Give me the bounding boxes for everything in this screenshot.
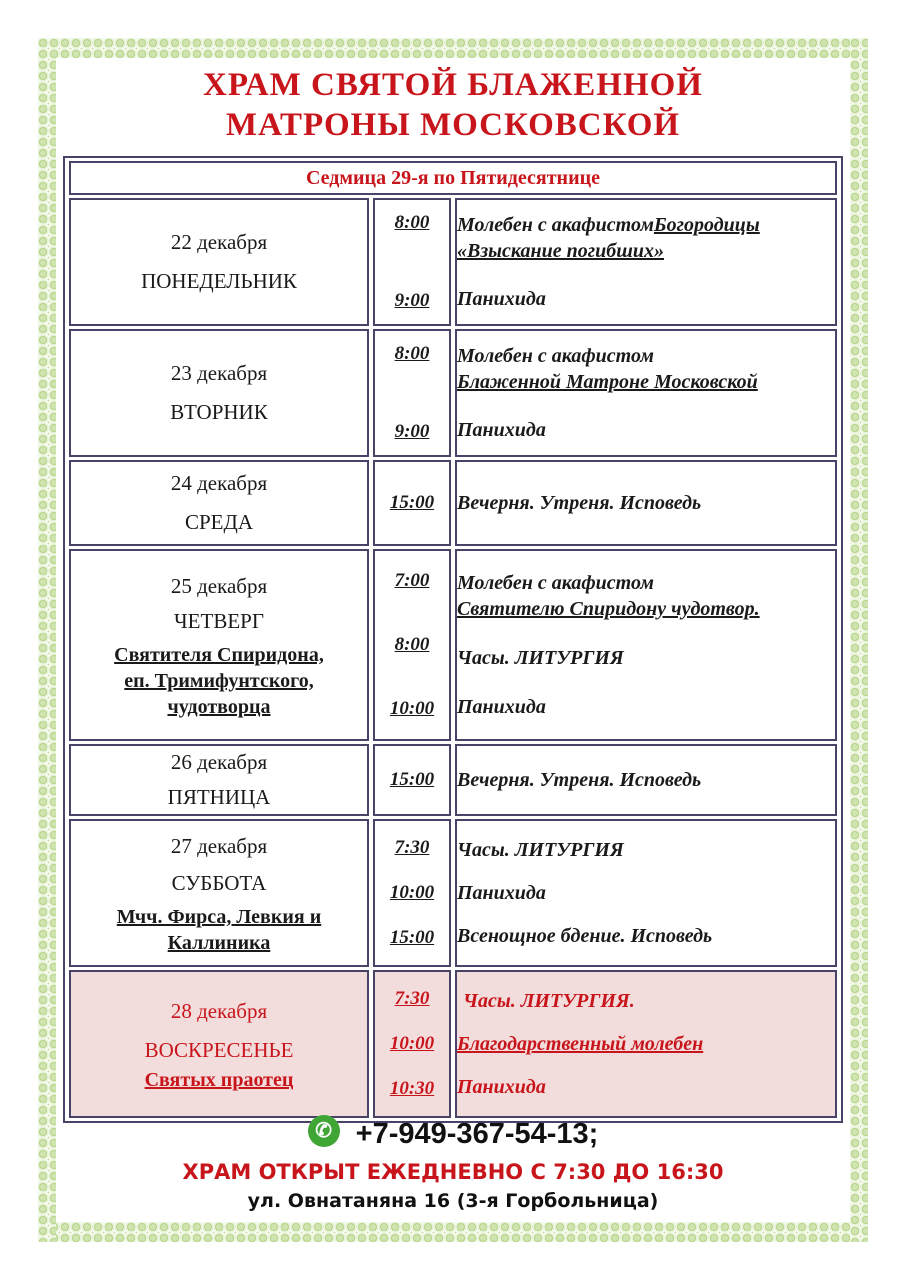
ornament-frame-left <box>38 38 56 1242</box>
service-line: Всенощное бдение. Исповедь <box>457 925 713 947</box>
phone-icon: ✆ <box>308 1115 340 1147</box>
ornament-frame-bottom <box>38 1222 868 1242</box>
feast-name: Святителя Спиридона, еп. Тримифунтского, чудотворца <box>114 644 324 718</box>
service-line: Вечерня. Утреня. Исповедь <box>457 492 702 514</box>
day-date: 25 декабря <box>170 574 268 598</box>
phone-line <box>0 1118 906 1151</box>
service-time: 15:00 <box>389 927 435 948</box>
service-line: Молебен с акафистомБогородицы <box>457 214 760 236</box>
services-cell <box>455 819 837 967</box>
phone-number[interactable]: +7-949-367-54-13; <box>355 1118 599 1150</box>
service-line: Вечерня. Утреня. Исповедь <box>457 769 702 791</box>
feast-name: Мчч. Фирса, Левкия и Каллиника <box>116 906 322 954</box>
page-title-line2: МАТРОНЫ МОСКОВСКОЙ <box>225 107 681 143</box>
day-weekday: ПЯТНИЦА <box>167 785 271 809</box>
table-row <box>69 744 837 816</box>
times-cell <box>373 744 451 816</box>
times-cell <box>373 460 451 546</box>
day-cell <box>69 198 369 326</box>
service-line: Панихида <box>457 288 546 310</box>
service-line: Святителю Спиридону чудотвор. <box>457 598 760 620</box>
ornament-frame-top <box>38 38 868 58</box>
day-cell <box>69 549 369 741</box>
day-weekday: СРЕДА <box>184 510 253 534</box>
service-time: 7:30 <box>394 837 430 858</box>
day-date: 23 декабря <box>170 361 268 385</box>
day-weekday: ПОНЕДЕЛЬНИК <box>141 269 297 293</box>
times-cell <box>373 549 451 741</box>
table-row <box>69 460 837 546</box>
service-line: Панихида <box>457 1076 546 1098</box>
day-date: 24 декабря <box>170 471 268 495</box>
service-line: Часы. ЛИТУРГИЯ <box>457 647 624 669</box>
day-date: 27 декабря <box>170 834 268 858</box>
ornament-frame-right <box>850 38 868 1242</box>
day-date: 26 декабря <box>170 750 268 774</box>
service-line: Часы. ЛИТУРГИЯ. <box>463 990 635 1012</box>
service-time: 7:30 <box>394 988 430 1009</box>
service-line: Благодарственный молебен <box>457 1033 704 1055</box>
day-cell <box>69 744 369 816</box>
open-hours: ХРАМ ОТКРЫТ ЕЖЕДНЕВНО С 7:30 ДО 16:30 <box>182 1160 724 1184</box>
service-time: 10:00 <box>389 882 435 903</box>
service-time: 10:30 <box>389 1078 435 1099</box>
day-cell <box>69 329 369 457</box>
times-cell <box>373 970 451 1118</box>
day-weekday: ЧЕТВЕРГ <box>174 609 264 633</box>
table-row <box>69 819 837 967</box>
table-row <box>69 329 837 457</box>
address: ул. Овнатаняна 16 (3-я Горбольница) <box>247 1190 659 1212</box>
service-time: 8:00 <box>394 634 430 655</box>
day-weekday: ВТОРНИК <box>170 400 268 424</box>
service-line: Панихида <box>457 419 546 441</box>
service-time: 8:00 <box>394 343 430 364</box>
services-cell <box>455 970 837 1118</box>
services-cell <box>455 549 837 741</box>
feast-name: Святых праотец <box>144 1069 294 1091</box>
day-date: 22 декабря <box>170 230 268 254</box>
day-cell <box>69 819 369 967</box>
service-line: Блаженной Матроне Московской <box>457 371 758 393</box>
service-time: 9:00 <box>394 290 430 311</box>
times-cell <box>373 198 451 326</box>
table-row-sunday <box>69 970 837 1118</box>
day-weekday: СУББОТА <box>171 871 267 895</box>
service-time: 7:00 <box>394 570 430 591</box>
service-line: Молебен с акафистом <box>457 345 654 367</box>
page-title-line1: ХРАМ СВЯТОЙ БЛАЖЕННОЙ <box>203 67 703 103</box>
services-cell <box>455 198 837 326</box>
times-cell <box>373 329 451 457</box>
service-line: Панихида <box>457 882 546 904</box>
service-line: Часы. ЛИТУРГИЯ <box>457 839 624 861</box>
service-time: 10:00 <box>389 1033 435 1054</box>
day-weekday: ВОСКРЕСЕНЬЕ <box>144 1038 294 1062</box>
service-time: 8:00 <box>394 212 430 233</box>
day-date: 28 декабря <box>170 999 268 1023</box>
services-cell <box>455 460 837 546</box>
service-time: 15:00 <box>389 769 435 790</box>
services-cell <box>455 744 837 816</box>
services-cell <box>455 329 837 457</box>
service-line: «Взыскание погибших» <box>457 240 665 262</box>
week-label: Седмица 29-я по Пятидесятнице <box>69 161 837 195</box>
service-time: 10:00 <box>389 698 435 719</box>
service-time: 15:00 <box>389 492 435 513</box>
schedule-table <box>63 156 843 1123</box>
service-time: 9:00 <box>394 421 430 442</box>
times-cell <box>373 819 451 967</box>
day-cell <box>69 460 369 546</box>
table-row <box>69 198 837 326</box>
day-cell <box>69 970 369 1118</box>
service-line: Молебен с акафистом <box>457 572 654 594</box>
service-line: Панихида <box>457 696 546 718</box>
table-row <box>69 549 837 741</box>
